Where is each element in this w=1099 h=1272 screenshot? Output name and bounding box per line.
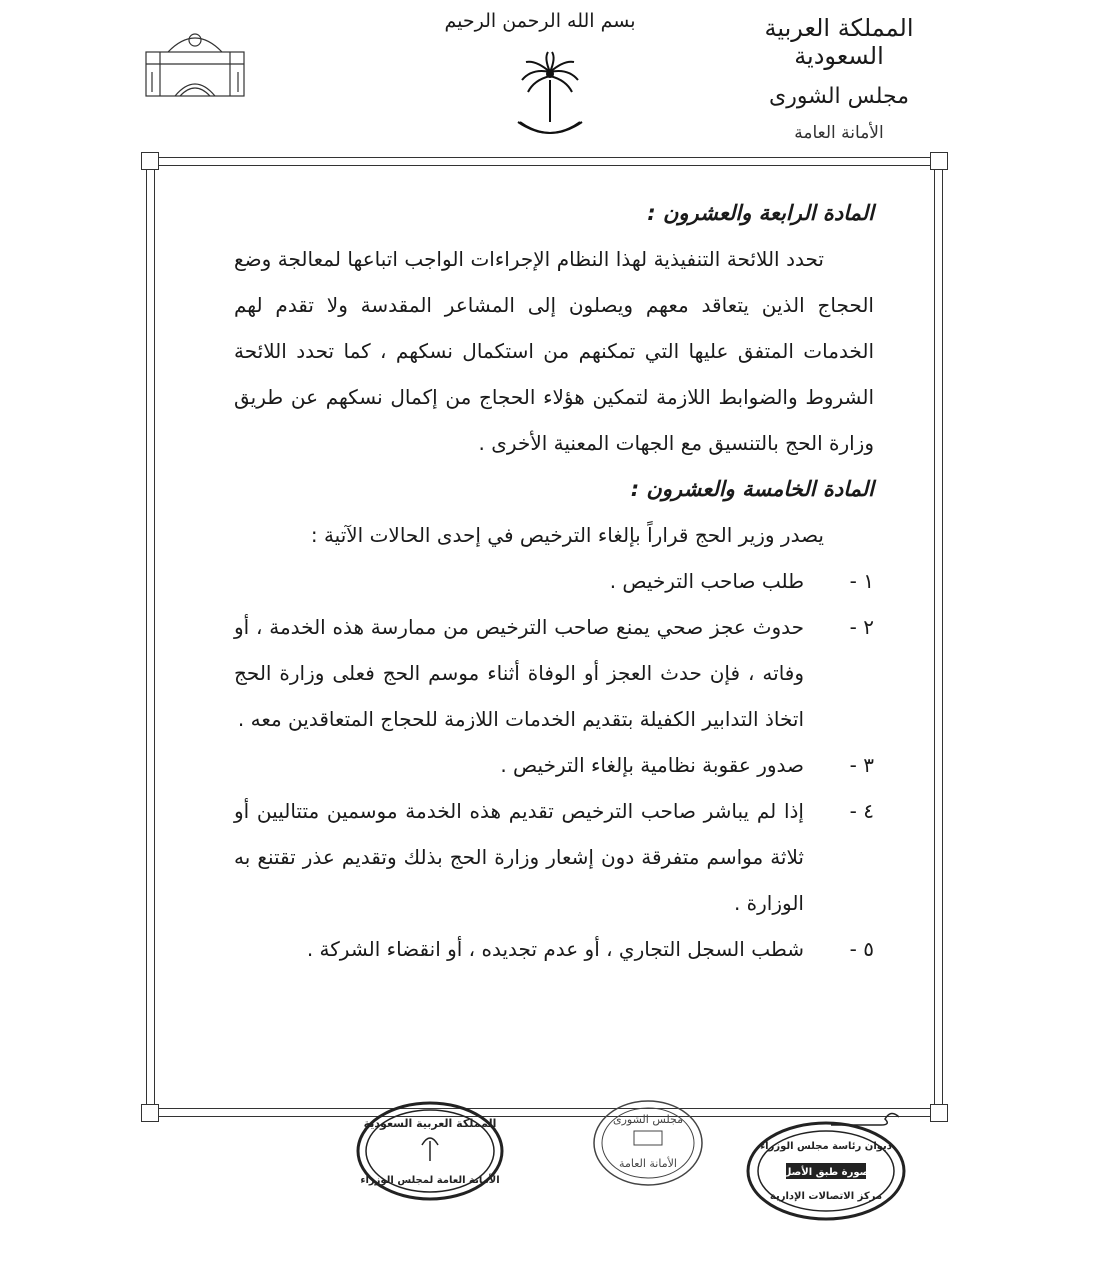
item-text: شطب السجل التجاري ، أو عدم تجديده ، أو انقضاء الشركة . (306, 937, 804, 961)
article-24-text: تحدد اللائحة التنفيذية لهذا النظام الإجراءات الواجب اتباعها لمعالجة وضع الحجاج الذين يتعاقد معهم ويصلون إلى المشاعر المقدسة ولا تقدم لهم الخدمات المتفق عليها التي تمكنهم من استكمال نسكهم ، كما تحدد اللائحة الشروط والضوابط اللازمة لتمكين هؤلاء الحجاج من إكمال نسكهم عن طريق وزارة الحج بالتنسيق مع الجهات المعنية الأخرى . (234, 247, 874, 455)
item-number: ٥ - (849, 937, 874, 961)
svg-text:الأمانة العامة لمجلس الوزراء: الأمانة العامة لمجلس الوزراء (360, 1175, 500, 1186)
item-text: طلب صاحب الترخيص . (609, 569, 804, 593)
letterhead (719, 10, 959, 143)
list-item (234, 604, 874, 742)
svg-text:ديوان رئاسة مجلس الوزراء: ديوان رئاسة مجلس الوزراء (760, 1141, 892, 1152)
frame-corner (141, 152, 159, 170)
item-text: حدوث عجز صحي يمنع صاحب الترخيص من ممارسة هذه الخدمة ، أو وفاته ، فإن حدث العجز أو الوفاة أثناء موسم الحج فعلى وزارة الحج اتخاذ التدابير الكفيلة بتقديم الخدمات اللازمة للحجاج المتعاقدين معه . (234, 615, 804, 731)
shura-building-logo-icon (140, 22, 250, 100)
item-number: ١ - (849, 569, 874, 593)
article-25-intro: يصدر وزير الحج قراراً بإلغاء الترخيص في إحدى الحالات الآتية : (310, 523, 824, 547)
article-25-title: المادة الخامسة والعشرون : (630, 477, 874, 501)
article-24-title: المادة الرابعة والعشرون : (647, 201, 874, 225)
palm-swords-emblem-icon (512, 50, 588, 150)
document-body (234, 190, 874, 972)
list-item (234, 558, 874, 604)
secretariat-name: الأمانة العامة (794, 123, 884, 143)
item-number: ٢ - (849, 615, 874, 639)
item-text: صدور عقوبة نظامية بإلغاء الترخيص . (500, 753, 804, 777)
item-number: ٣ - (849, 753, 874, 777)
item-number: ٤ - (849, 799, 874, 823)
cabinet-secretariat-seal-icon (358, 1103, 502, 1199)
list-item (234, 742, 874, 788)
svg-text:صورة طبق الأصل: صورة طبق الأصل (782, 1167, 870, 1178)
official-stamps (350, 1085, 910, 1255)
frame-corner (930, 1104, 948, 1122)
item-text: إذا لم يباشر صاحب الترخيص تقديم هذه الخدمة موسمين متتاليين أو ثلاثة مواسم متفرقة دون إشعار وزارة الحج بذلك وتقديم عذر تقتنع به الوزارة . (234, 799, 804, 915)
svg-text:مجلس الشورى: مجلس الشورى (613, 1113, 683, 1126)
svg-text:مركز الاتصالات الإدارية: مركز الاتصالات الإدارية (769, 1191, 883, 1202)
cabinet-communications-seal-icon (748, 1123, 904, 1219)
svg-text:الأمانة العامة: الأمانة العامة (619, 1157, 677, 1170)
frame-corner (141, 1104, 159, 1122)
list-item (234, 926, 874, 972)
list-item (234, 788, 874, 926)
shura-secretariat-seal-icon (594, 1101, 702, 1185)
council-name: مجلس الشورى (769, 84, 909, 109)
svg-text:المملكة العربية السعودية: المملكة العربية السعودية (363, 1117, 497, 1130)
kingdom-name: المملكة العربية السعودية (764, 14, 914, 70)
basmala: بسم الله الرحمن الرحيم (444, 10, 636, 32)
frame-corner (930, 152, 948, 170)
